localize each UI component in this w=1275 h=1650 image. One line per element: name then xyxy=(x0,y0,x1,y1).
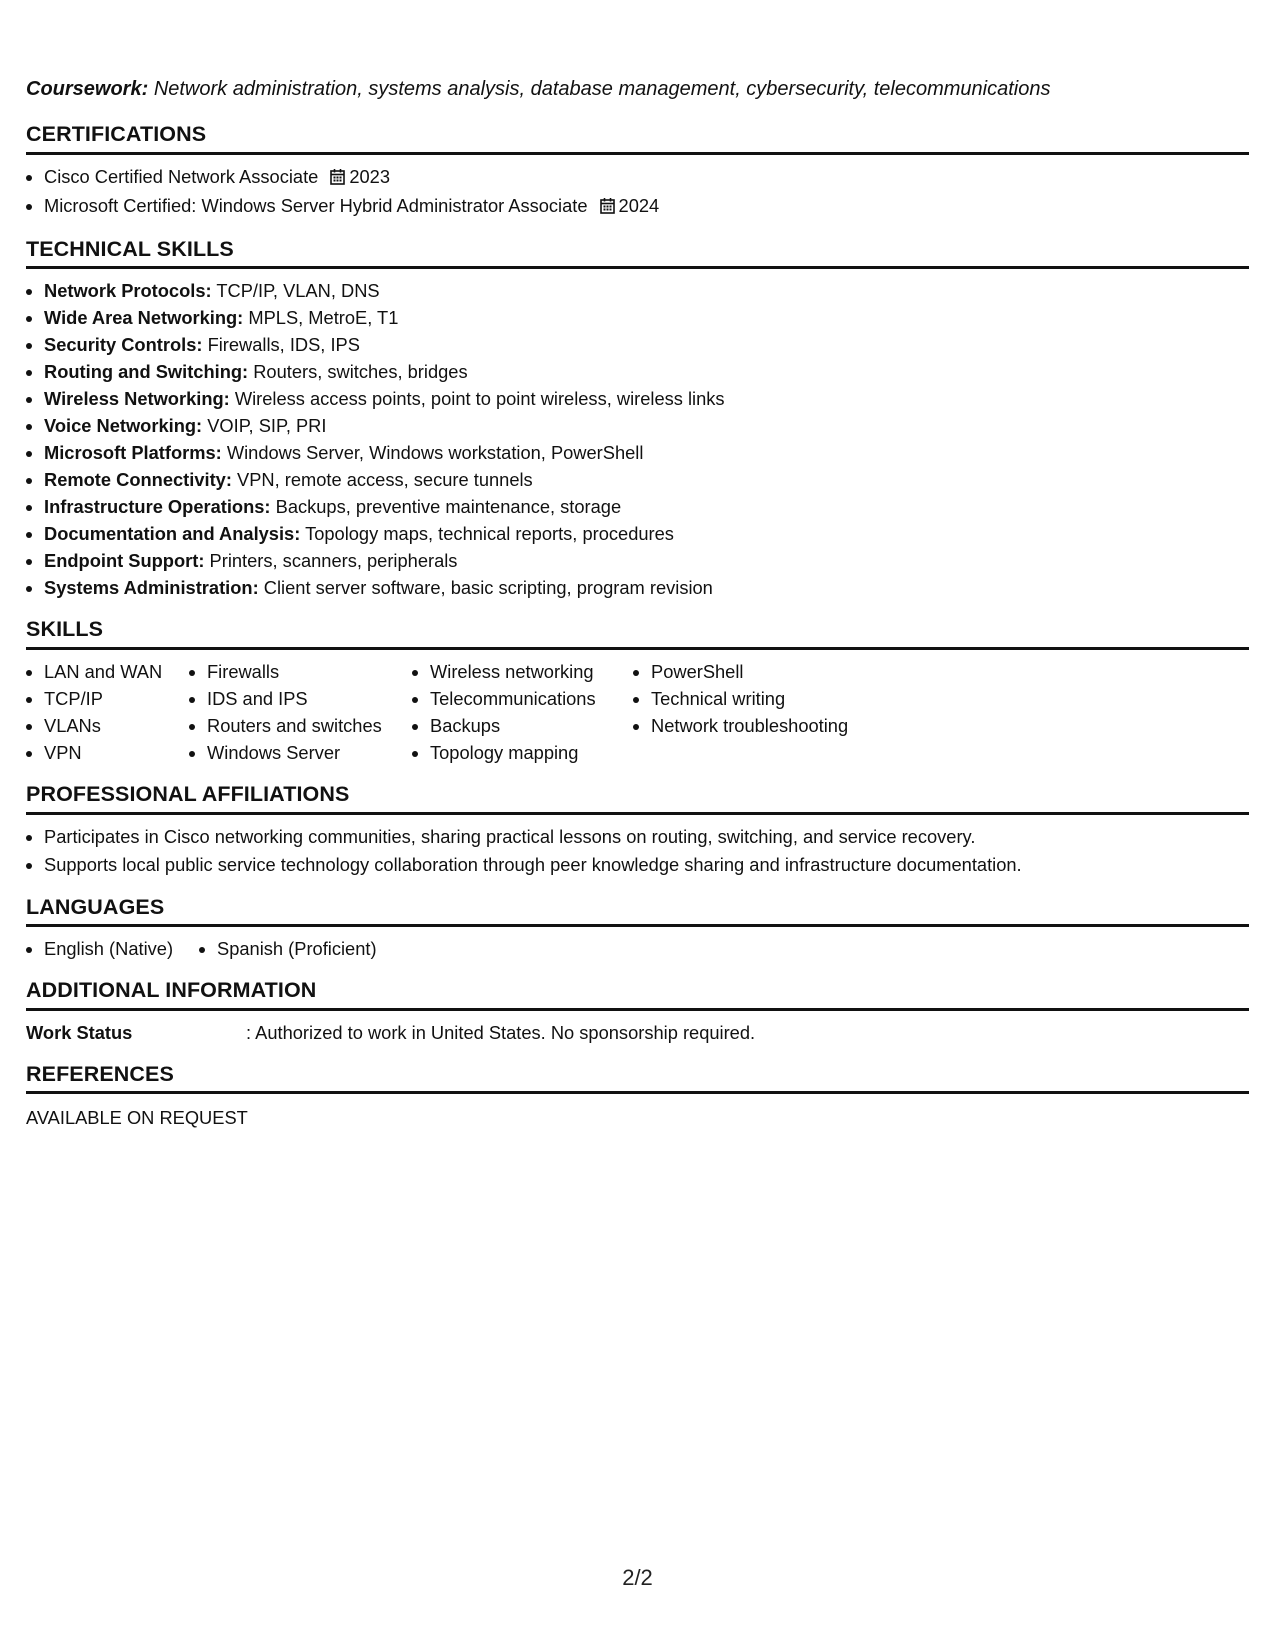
skill-value: Topology maps, technical reports, procedures xyxy=(305,523,674,545)
skills-column-2 xyxy=(189,658,412,766)
skill-value: Client server software, basic scripting, program revision xyxy=(263,577,713,599)
list-item: • Participates in Cisco networking communities, sharing practical lessons on routing, switching, and service recovery. xyxy=(44,823,1249,851)
skill-value: MPLS, MetroE, T1 xyxy=(248,307,399,329)
list-item xyxy=(44,331,1249,358)
list-item xyxy=(44,412,1249,439)
skill-value: VOIP, SIP, PRI xyxy=(207,415,327,437)
skill-value: Firewalls, IDS, IPS xyxy=(207,334,360,356)
technical-skills-heading: TECHNICAL SKILLS xyxy=(26,238,1249,270)
skills-heading: SKILLS xyxy=(26,618,1249,650)
skill-value: Backups, preventive maintenance, storage xyxy=(275,496,622,518)
work-status-row xyxy=(26,1019,1249,1046)
list-item: • Backups xyxy=(430,712,633,739)
skill-label: Documentation and Analysis: xyxy=(44,523,301,545)
references-section xyxy=(26,1063,1249,1132)
affiliations-list xyxy=(26,823,1249,879)
list-item xyxy=(44,466,1249,493)
list-item: • Routers and switches xyxy=(207,712,412,739)
skill-label: Endpoint Support: xyxy=(44,550,205,572)
skill-value: Windows Server, Windows workstation, PowerShell xyxy=(226,442,644,464)
list-item xyxy=(44,439,1249,466)
list-item: • Spanish (Proficient) xyxy=(217,935,377,962)
certification-name: Cisco Certified Network Associate xyxy=(44,165,319,187)
coursework-text: Network administration, systems analysis, database management, cybersecurity, telecommunications xyxy=(153,78,1051,100)
references-heading: REFERENCES xyxy=(26,1063,1249,1095)
list-item xyxy=(44,574,1249,601)
languages-heading: LANGUAGES xyxy=(26,896,1249,928)
list-item: • Firewalls xyxy=(207,658,412,685)
languages-section xyxy=(26,896,1249,963)
skill-label: Voice Networking: xyxy=(44,415,203,437)
references-text: AVAILABLE ON REQUEST xyxy=(26,1107,248,1129)
list-item xyxy=(44,520,1249,547)
skill-label: Routing and Switching: xyxy=(44,361,249,383)
list-item: • Wireless networking xyxy=(430,658,633,685)
list-item: • Supports local public service technology collaboration through peer knowledge sharing and infrastructure documentation. xyxy=(44,851,1249,879)
skill-label: Remote Connectivity: xyxy=(44,469,232,491)
list-item: • Network troubleshooting xyxy=(651,712,911,739)
affiliations-section xyxy=(26,783,1249,879)
certification-item xyxy=(44,163,1249,192)
list-item: • Technical writing xyxy=(651,685,911,712)
list-item xyxy=(44,493,1249,520)
list-item: • English (Native) xyxy=(44,935,173,962)
list-item xyxy=(44,277,1249,304)
list-item: • TCP/IP xyxy=(44,685,189,712)
skills-grid xyxy=(26,658,1249,766)
skill-label: Wide Area Networking: xyxy=(44,307,244,329)
language-column xyxy=(199,935,377,962)
skills-column-3 xyxy=(412,658,633,766)
list-item: • Windows Server xyxy=(207,739,412,766)
skill-label: Network Protocols: xyxy=(44,280,212,302)
certifications-list xyxy=(26,163,1249,221)
skill-value: Routers, switches, bridges xyxy=(253,361,468,383)
skill-label: Security Controls: xyxy=(44,334,203,356)
skill-value: VPN, remote access, secure tunnels xyxy=(237,469,533,491)
list-item: • VLANs xyxy=(44,712,189,739)
language-column xyxy=(26,935,173,962)
additional-info-section xyxy=(26,979,1249,1046)
skill-label: Microsoft Platforms: xyxy=(44,442,222,464)
languages-list xyxy=(26,935,1249,962)
work-status-label: Work Status xyxy=(26,1021,133,1043)
technical-skills-section xyxy=(26,238,1249,602)
list-item: • PowerShell xyxy=(651,658,911,685)
list-item xyxy=(44,547,1249,574)
certification-name: Microsoft Certified: Windows Server Hybrid Administrator Associate xyxy=(44,194,588,216)
certifications-section xyxy=(26,123,1249,221)
technical-skills-list xyxy=(26,277,1249,601)
affiliations-heading: PROFESSIONAL AFFILIATIONS xyxy=(26,783,1249,815)
skills-column-1 xyxy=(26,658,189,766)
list-item: • LAN and WAN xyxy=(44,658,189,685)
list-item: • VPN xyxy=(44,739,189,766)
certification-year: 2024 xyxy=(618,194,660,216)
list-item xyxy=(44,304,1249,331)
certifications-heading: CERTIFICATIONS xyxy=(26,123,1249,155)
skill-value: Wireless access points, point to point wireless, wireless links xyxy=(234,388,725,410)
skill-label: Infrastructure Operations: xyxy=(44,496,271,518)
skill-label: Wireless Networking: xyxy=(44,388,230,410)
work-status-value: : Authorized to work in United States. No sponsorship required. xyxy=(246,1021,756,1043)
calendar-icon xyxy=(330,165,345,192)
skill-label: Systems Administration: xyxy=(44,577,259,599)
skill-value: TCP/IP, VLAN, DNS xyxy=(216,280,380,302)
certification-year: 2023 xyxy=(349,165,390,187)
list-item: • Telecommunications xyxy=(430,685,633,712)
list-item: • IDS and IPS xyxy=(207,685,412,712)
skill-value: Printers, scanners, peripherals xyxy=(209,550,458,572)
certification-item xyxy=(44,192,1249,221)
list-item: • Topology mapping xyxy=(430,739,633,766)
list-item xyxy=(44,358,1249,385)
coursework-line xyxy=(26,76,1249,102)
additional-info-heading: ADDITIONAL INFORMATION xyxy=(26,979,1249,1011)
calendar-icon xyxy=(600,194,615,221)
page-number: 2/2 xyxy=(622,1565,653,1590)
list-item xyxy=(44,385,1249,412)
coursework-label: Coursework: xyxy=(26,78,149,100)
skills-section xyxy=(26,618,1249,766)
skills-column-4 xyxy=(633,658,911,766)
